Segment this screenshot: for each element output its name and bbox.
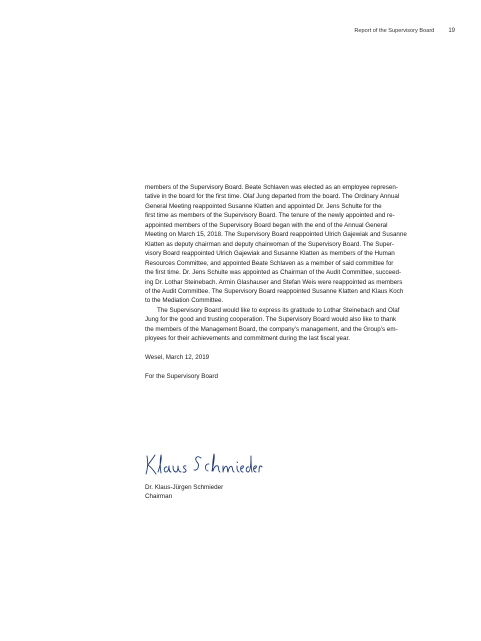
text-line: appointed members of the Supervisory Board began with the end of the Annual General [145, 221, 388, 229]
text-line: ployees for their achievements and commitment during the last fiscal year. [145, 335, 350, 343]
text-line: of the Audit Committee. The Supervisory Board reappointed Susanne Klatten and Klaus Koch [145, 287, 404, 295]
text-line: Meeting on March 15, 2018. The Supervisory Board reappointed Ulrich Gajewiak and Susanne [145, 231, 407, 239]
handwritten-signature [143, 452, 263, 478]
signatory-title: Chairman [145, 493, 173, 501]
report-text [145, 183, 437, 381]
text-line: tative in the board for the first time. Olaf Jung departed from the board. The Ordinary Annual [145, 193, 400, 201]
text-line: Klatten as deputy chairman and deputy chairwoman of the Supervisory Board. The Super- [145, 240, 394, 248]
text-line: first time as members of the Supervisory Board. The tenure of the newly appointed and re- [145, 212, 395, 220]
text-line: The Supervisory Board would like to express its gratitude to Lothar Steinebach and Olaf [157, 306, 400, 314]
page-number: 19 [448, 28, 455, 34]
page-header [354, 28, 455, 34]
text-line: members of the Supervisory Board. Beate Schlaven was elected as an employee represen- [145, 184, 398, 191]
text-line: General Meeting reappointed Susanne Klatten and appointed Dr. Jens Schulte for the [145, 202, 382, 210]
text-line: ing Dr. Lothar Steinebach. Armin Glashauser and Stefan Weis were reappointed as members [145, 278, 403, 286]
place-date: Wesel, March 12, 2019 [145, 354, 210, 362]
text-line: visory Board reappointed Ulrich Gajewiak and Susanne Klatten as members of the Human [145, 250, 395, 258]
text-line: Jung for the good and trusting cooperation. The Supervisory Board would also like to thank [145, 316, 397, 324]
text-line: Resources Committee, and appointed Beate Schlaven as a member of said committee for [145, 259, 394, 267]
text-line: to the Mediation Committee. [145, 297, 224, 305]
signatory-name: Dr. Klaus-Jürgen Schmieder [145, 484, 224, 491]
signatory [145, 483, 223, 502]
closing-line: For the Supervisory Board [145, 373, 218, 381]
text-line: the first time. Dr. Jens Schulte was appointed as Chairman of the Audit Committee, succeed- [145, 269, 402, 277]
text-line: the members of the Management Board, the company’s management, and the Group’s em- [145, 325, 398, 333]
header-title: Report of the Supervisory Board [354, 28, 435, 34]
